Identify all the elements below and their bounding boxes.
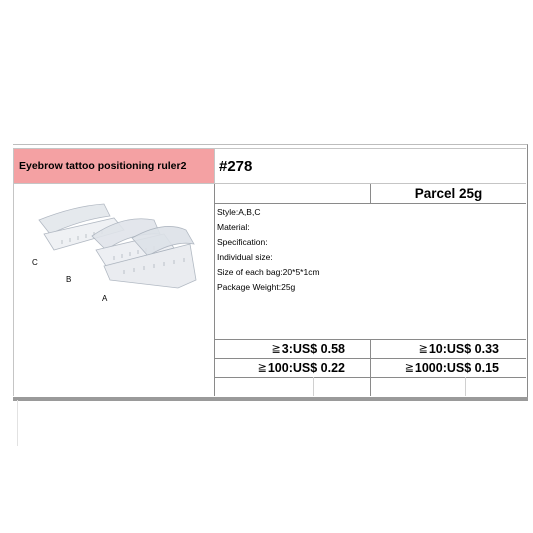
parcel-weight: Parcel 25g [370, 184, 526, 204]
spec-specification: Specification: [217, 237, 268, 247]
grid-divider [465, 377, 466, 396]
label-b: B [66, 275, 72, 284]
spec-package-weight: Package Weight:25g [217, 282, 296, 292]
product-image-cell [13, 184, 215, 396]
edge-line [17, 400, 18, 446]
product-title: Eyebrow tattoo positioning ruler2 [13, 148, 215, 184]
product-code: #278 [215, 148, 526, 184]
sheet-shadow [13, 397, 528, 401]
label-a: A [102, 294, 108, 303]
spec-individual-size: Individual size: [217, 252, 273, 262]
ge-symbol: ≧ [404, 362, 414, 374]
ge-symbol: ≧ [418, 343, 428, 355]
label-c: C [32, 258, 38, 267]
ge-symbol: ≧ [257, 362, 267, 374]
spec-list [217, 205, 517, 295]
price-tier-1: ≧ 3:US$ 0.58 [271, 341, 345, 356]
price-tier-4: ≧ 1000:US$ 0.15 [404, 360, 499, 375]
spec-material: Material: [217, 222, 250, 232]
grid-divider [313, 377, 314, 396]
price-tier-3: ≧ 100:US$ 0.22 [257, 360, 345, 375]
spec-bag-size: Size of each bag:20*5*1cm [217, 267, 320, 277]
ruler-image [14, 184, 214, 396]
ge-symbol: ≧ [271, 343, 281, 355]
spec-style: Style:A,B,C [217, 207, 261, 217]
price-tier-2: ≧ 10:US$ 0.33 [418, 341, 499, 356]
blank-cell [215, 184, 370, 204]
